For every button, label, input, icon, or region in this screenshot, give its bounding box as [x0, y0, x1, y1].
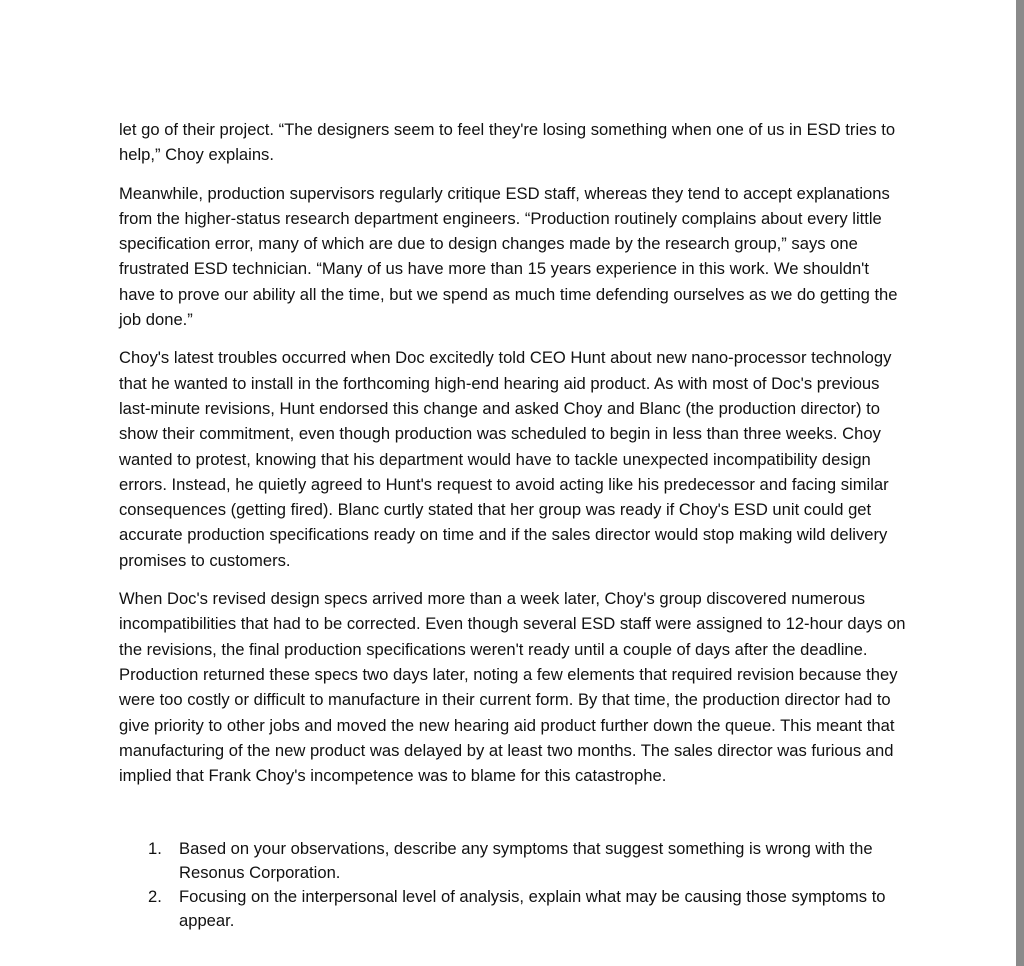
paragraph-3: Choy's latest troubles occurred when Doc excitedly told CEO Hunt about new nano-processor technology that he wanted to install in the forthcoming high-end hearing aid product. As with most of Doc's previous last-minute revisions, Hunt endorsed this change and asked Choy and Blanc (the production director) to show their commitment, even though production was scheduled to begin in less than three weeks. Choy wanted to protest, knowing that his department would have to tackle unexpected incompatibility design errors. Instead, he quietly agreed to Hunt's request to avoid acting like his predecessor and facing similar consequences (getting fired). Blanc curtly stated that her group was ready if Choy's ESD unit could get accurate production specifications ready on time and if the sales director would stop making wild delivery promises to customers. [119, 348, 892, 570]
document-body [119, 117, 909, 933]
paragraph-1: let go of their project. “The designers seem to feel they're losing something when one of us in ESD tries to help,” Choy explains. [119, 120, 896, 165]
question-item [119, 885, 909, 933]
paragraph-2: Meanwhile, production supervisors regularly critique ESD staff, whereas they tend to accept explanations from the higher-status research department engineers. “Production routinely complains about every little specification error, many of which are due to design changes made by the research group,” says one frustrated ESD technician. “Many of us have more than 15 years experience in this work. We shouldn't have to prove our ability all the time, but we spend as much time defending ourselves as we do getting the job done.” [119, 183, 898, 330]
question-item [119, 837, 909, 885]
discussion-questions [119, 837, 909, 933]
question-number: 1. [148, 839, 162, 859]
question-text: Focusing on the interpersonal level of analysis, explain what may be causing those symptoms to appear. [179, 887, 886, 931]
window-edge [1016, 0, 1024, 966]
question-text: Based on your observations, describe any symptoms that suggest something is wrong with the Resonus Corporation. [179, 839, 873, 883]
paragraph-4: When Doc's revised design specs arrived more than a week later, Choy's group discovered numerous incompatibilities that had to be corrected. Even though several ESD staff were assigned to 12-hour days on the revisions, the final production specifications weren't ready until a couple of days after the deadline. Production returned these specs two days later, noting a few elements that required revision because they were too costly or difficult to manufacture in their current form. By that time, the production director had to give priority to other jobs and moved the new hearing aid product further down the queue. This meant that manufacturing of the new product was delayed by at least two months. The sales director was furious and implied that Frank Choy's incompetence was to blame for this catastrophe. [119, 589, 906, 786]
question-number: 2. [148, 887, 162, 907]
